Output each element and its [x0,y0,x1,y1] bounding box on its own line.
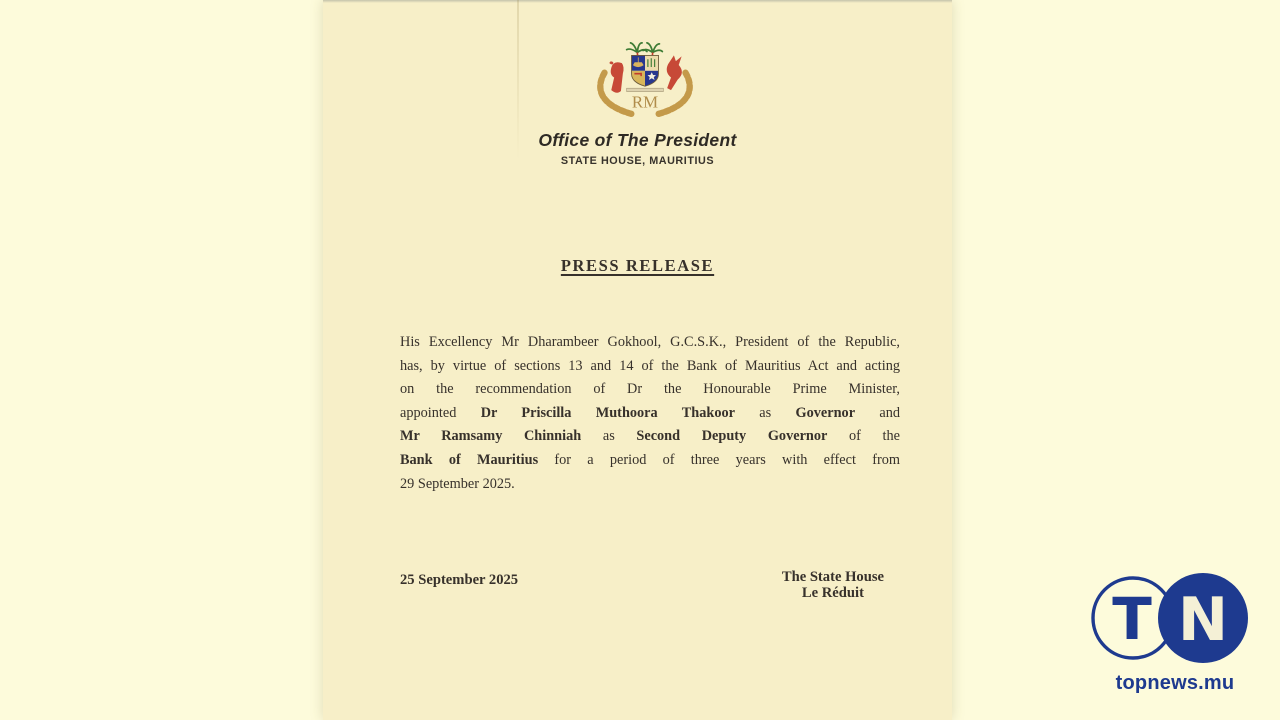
body-segment: has, by virtue of sections 13 and 14 of the Bank of Mauritius Act and acting [400,357,900,374]
body-segment: on the recommendation of Dr the Honourable Prime Minister, [400,381,900,398]
body-bold-segment: Dr Priscilla Muthoora Thakoor [480,404,735,421]
body-segment: and [855,404,901,421]
mauritius-coat-of-arms-icon [592,33,698,125]
body-line [400,425,900,449]
footer-row [400,570,900,601]
body-line [400,355,900,379]
palm-trees-icon [627,43,663,53]
issuer-line2: Le Réduit [801,584,864,601]
body-line [400,449,900,473]
body-bold-segment: Governor [795,404,856,421]
body-line [400,473,900,497]
body-segment: His Excellency Mr Dharambeer Gokhool, G.C.S.K., President of the Republic, [400,334,900,350]
press-release-title: PRESS RELEASE [560,256,715,275]
scan-top-edge [323,0,952,3]
body-segment: appointed [400,404,481,421]
body-segment: 29 September 2025. [400,475,515,492]
office-title: Office of The President [538,130,737,150]
logo-t-letter: T [1112,585,1152,653]
body-bold-segment: Second Deputy Governor [636,428,828,445]
emblem-monogram: RM [631,92,659,112]
date-line: 25 September 2025 [400,572,519,588]
office-subtitle: STATE HOUSE, MAURITIUS [560,155,715,167]
press-release-document [323,0,952,720]
body-segment: as [734,404,796,421]
body-bold-segment: Bank of Mauritius [400,451,539,468]
dodo-supporter-icon [609,61,623,92]
body-bold-segment: Mr Ramsamy Chinniah [400,428,582,445]
press-body [400,331,900,496]
body-line [400,331,900,355]
issuer-line1: The State House [781,569,884,585]
issuer-block [782,570,900,601]
shield-icon [632,55,659,87]
body-line [400,378,900,402]
topnews-url: topnews.mu [1115,672,1235,694]
motto-ribbon [627,88,664,91]
topnews-logo-icon [1085,568,1265,668]
body-line [400,402,900,426]
body-segment: as [581,428,637,445]
topnews-watermark [1085,568,1265,695]
body-segment: of the [827,428,901,445]
logo-n-letter: N [1177,585,1229,655]
body-segment: for a period of three years with effect from [538,451,900,468]
deer-supporter-icon [667,55,682,90]
